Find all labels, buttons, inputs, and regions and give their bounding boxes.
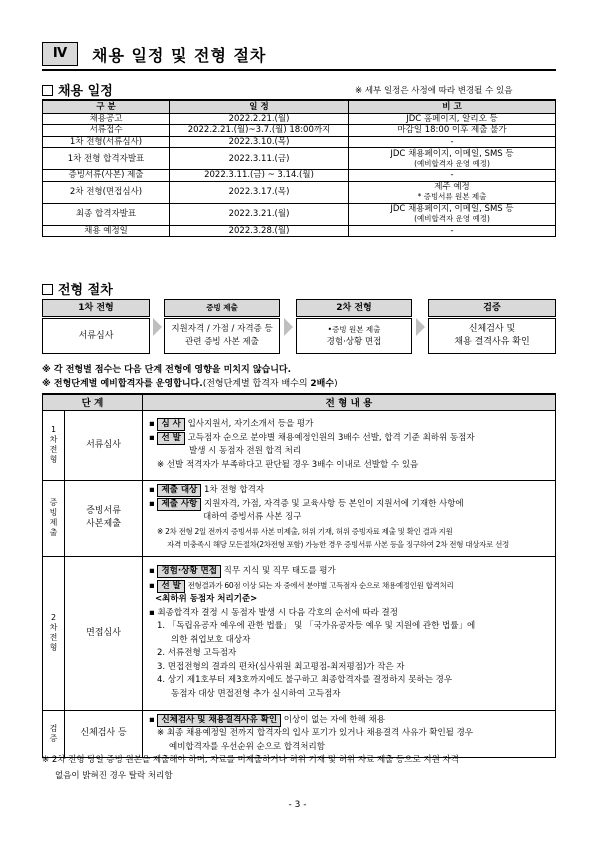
flow-step-3-body [296, 318, 412, 354]
tiebreak-item: 2. 서류전형 고득점자 [157, 648, 237, 658]
content-label: 선 발 [157, 432, 184, 445]
content-item: ▪ 선 발 고득점자 순으로 분야별 채용예정인원의 3배수 선발, 합격 기준 최하위 동점자 [149, 432, 475, 443]
stage-name: 면접심사 [65, 556, 143, 710]
tiebreak-item: 3. 면접전형의 결과의 편차(심사위원 최고평점-최저평점)가 작은 자 [157, 661, 405, 672]
stage-name [65, 480, 143, 556]
schedule-cell: 마감일 18:00 이후 제출 불가 [349, 125, 556, 137]
detail-header-stage: 단 계 [43, 394, 143, 410]
flow-step-1-head: 1차 전형 [42, 299, 150, 317]
schedule-cell: 1차 전형(서류심사) [43, 136, 170, 148]
stage-char: 1 [50, 425, 57, 434]
tiebreak-title: <최하위 동점자 처리기준> [155, 594, 258, 604]
table-row [43, 136, 556, 148]
schedule-cell: 2022.2.21.(월)~3.7.(월) 18:00까지 [170, 125, 349, 137]
schedule-cell: 2022.2.21.(월) [170, 113, 349, 125]
schedule-cell: 2022.3.21.(월) [170, 203, 349, 225]
flow-step-text: •증빙 원본 제출 [327, 325, 381, 334]
flow-step-text: 경험·상황 면접 [326, 337, 382, 347]
schedule-cell: - [349, 136, 556, 148]
stage-content [143, 556, 556, 710]
stage-char: 차 [49, 435, 58, 444]
content-label: 신체검사 및 채용결격사유 확인 [157, 714, 281, 727]
footnote-line: ※ 2차 전형 당일 증빙 원본을 제출해야 하며, 자료를 미제출하거나 허위 기재 및 허위 자료 제출 등으로 지원 자격 [42, 755, 459, 765]
stage-label [43, 480, 65, 556]
stage-char: 2 [50, 613, 57, 622]
stage-name-line: 사본제출 [86, 519, 121, 529]
flow-step-text: 채용 결격사유 확인 [454, 337, 530, 347]
chapter-title: 채용 일정 및 전형 절차 [92, 46, 267, 65]
warning-1: ※ 각 전형별 점수는 다음 단계 전형에 영향을 미치지 않습니다. [42, 365, 292, 375]
schedule-cell: 채용 예정일 [43, 225, 170, 237]
stage-name: 신체검사 등 [65, 710, 143, 758]
table-row [43, 556, 556, 710]
schedule-cell: 2022.3.11.(금) ~ 3.14.(월) [170, 170, 349, 182]
content-text: 고득점자 순으로 분야별 채용예정인원의 3배수 선발, 합격 기준 최하위 동점자 [187, 432, 475, 443]
warning-2-emphasis: 2배수 [310, 379, 335, 389]
content-text-cont: 발생 시 동점자 전원 합격 처리 [189, 446, 302, 456]
content-label: 제출 대상 [157, 484, 201, 497]
content-text: 직무 지식 및 직무 태도를 평가 [223, 566, 336, 576]
table-row [43, 225, 556, 237]
schedule-header-date: 일 정 [170, 100, 349, 113]
detail-header-content: 전 형 내 용 [143, 394, 556, 410]
content-label: 경험·상황 면접 [157, 565, 220, 578]
stage-char: 형 [49, 643, 58, 652]
schedule-cell [349, 148, 556, 170]
flow-step-4-body [428, 318, 556, 354]
schedule-cell: 2차 전형(면접심사) [43, 181, 170, 203]
warning-2-close: ) [334, 379, 338, 389]
content-text: 지원자격, 가점, 자격증 및 교육사항 등 본인이 지원서에 기재한 사항에 [203, 498, 464, 509]
tiebreak-item-cont: 의한 취업보호 대상자 [171, 634, 251, 645]
schedule-cell: 서류접수 [43, 125, 170, 137]
flow-step-1-body [42, 318, 150, 354]
process-title-text: 전형 절차 [58, 283, 113, 298]
table-row [43, 203, 556, 225]
flow-step-text: 서류심사 [78, 330, 114, 341]
table-row [43, 410, 556, 480]
content-label: 심 사 [157, 418, 184, 431]
schedule-section-title [42, 80, 113, 99]
chapter-rule [42, 69, 556, 71]
footnote [42, 752, 556, 784]
warning-2 [42, 376, 338, 389]
content-item: ▪ 신체검사 및 채용결격사유 확인 이상이 없는 자에 한해 채용 [149, 714, 385, 725]
schedule-cell: 채용공고 [43, 113, 170, 125]
warning-2-paren: (전형단계별 합격자 배수의 [202, 379, 311, 389]
chapter-header [42, 42, 556, 66]
tiebreak-item: 4. 상기 제1호부터 제3호까지에도 불구하고 최종합격자를 결정하지 못하는 경우 [157, 675, 453, 685]
stage-char: 증 [49, 733, 58, 743]
schedule-header-category: 구 분 [43, 100, 170, 113]
table-row [43, 181, 556, 203]
flow-step-text: 지원자격 / 가점 / 자격증 등 [171, 324, 273, 334]
content-item: ▪ 제출 사항 지원자격, 가점, 자격증 및 교육사항 등 본인이 지원서에 기재한 사항에 [149, 498, 464, 509]
schedule-remark-sub: (예비합격자 운영 예정) [414, 214, 490, 223]
schedule-cell: 2022.3.17.(목) [170, 181, 349, 203]
table-row [43, 170, 556, 182]
tiebreak-item-cont: 동점자 대상 면접전형 추가 실시하여 고득점자 [171, 688, 341, 699]
chapter-number: Ⅳ [42, 42, 78, 66]
content-note: ※ 선발 적격자가 부족하다고 판단될 경우 3배수 이내로 선발할 수 있음 [157, 459, 419, 470]
schedule-cell [349, 181, 556, 203]
table-row [43, 148, 556, 170]
process-section-title [42, 279, 113, 298]
warning-2-bold: ※ 전형단계별 예비합격자를 운영합니다. [42, 379, 203, 389]
content-item: ▪ 심 사 입사지원서, 자기소개서 등을 평가 [149, 419, 314, 429]
schedule-table [42, 99, 556, 237]
flow-step-text: 관련 증빙 사본 제출 [185, 337, 259, 347]
content-text: 입사지원서, 자기소개서 등을 평가 [187, 419, 314, 429]
schedule-header-remark: 비 고 [349, 100, 556, 113]
table-row [43, 113, 556, 125]
stage-name-line: 증빙서류 [86, 506, 121, 516]
stage-char: 증 [49, 498, 58, 507]
arrow-right-icon [284, 318, 293, 336]
stage-char: 제 [49, 518, 58, 527]
schedule-remark-line: JDC 채용페이지, 이메일, SMS 등 [390, 204, 514, 214]
flow-step-4-head: 검증 [428, 299, 556, 317]
content-item: ▪ 선 발 전형결과가 60점 이상 되는 자 중에서 분야별 고득점자 순으로 채용예정인원 합격처리 [149, 580, 454, 591]
content-note: 자격 미충족시 해당 모든절차(2차전형 포함) 가능한 경우 증빙서류 사본 등을 징구하여 2차 전형 대상자로 선정 [167, 540, 510, 550]
schedule-remark-line: JDC 채용페이지, 이메일, SMS 등 [390, 148, 514, 159]
arrow-right-icon [416, 318, 425, 336]
flow-step-text: 신체검사 및 [468, 324, 516, 334]
flow-step-2-head: 증빙 제출 [164, 299, 280, 317]
content-label: 제출 사항 [157, 498, 201, 511]
table-row [43, 125, 556, 137]
tiebreak-item: 1. 「독립유공자 예우에 관한 법률」 및 「국가유공자등 예우 및 지원에 관한 법률」에 [157, 621, 476, 631]
stage-char: 차 [49, 623, 58, 632]
stage-label [43, 410, 65, 480]
stage-char: 출 [49, 528, 58, 537]
content-label: 선 발 [157, 580, 184, 593]
schedule-remark-sub: (예비합격자 운영 예정) [414, 158, 490, 168]
schedule-note: ※ 세부 일정은 사정에 따라 변경될 수 있음 [355, 86, 513, 96]
schedule-remark-line: 제주 예정 [434, 182, 470, 192]
stage-content [143, 710, 556, 758]
footnote-line: 없음이 밝혀진 경우 탈락 처리함 [55, 771, 173, 781]
schedule-remark-sub: * 증빙서류 원본 제출 [417, 192, 487, 201]
flow-step-3-head: 2차 전형 [296, 299, 412, 317]
schedule-cell: 2022.3.10.(목) [170, 136, 349, 148]
schedule-cell: - [349, 225, 556, 237]
schedule-cell: 최종 합격자발표 [43, 203, 170, 225]
stage-char: 형 [49, 455, 58, 464]
stage-char: 전 [49, 445, 58, 454]
content-text: 이상이 없는 자에 한해 채용 [283, 714, 385, 725]
tiebreak-intro: ▪ 최종합격자 결정 시 동점자 발생 시 다음 각호의 순서에 따라 결정 [149, 607, 398, 618]
schedule-cell: 2022.3.28.(월) [170, 225, 349, 237]
checkbox-square-icon [42, 85, 53, 96]
arrow-right-icon [153, 318, 162, 336]
stage-content [143, 410, 556, 480]
content-text: 1차 전형 합격자 [203, 485, 265, 496]
flow-step-2-body [164, 318, 280, 354]
content-text-cont: 대하여 증빙서류 사본 징구 [203, 512, 302, 523]
content-note: ※ 최종 채용예정일 전까지 합격자의 입사 포기가 있거나 채용결격 사유가 확인될 경우 [157, 728, 474, 738]
content-item: ▪ 제출 대상 1차 전형 합격자 [149, 485, 265, 496]
schedule-title-text: 채용 일정 [58, 84, 113, 99]
stage-char: 검 [49, 723, 58, 733]
stage-char: 전 [49, 633, 58, 642]
stage-label [43, 556, 65, 710]
schedule-cell: 2022.3.11.(금) [170, 148, 349, 170]
schedule-cell: 증빙서류(사본) 제출 [43, 170, 170, 182]
content-text: 전형결과가 60점 이상 되는 자 중에서 분야별 고득점자 순으로 채용예정인원 합격처리 [187, 580, 454, 590]
stage-content [143, 480, 556, 556]
checkbox-square-icon [42, 284, 53, 295]
stage-label [43, 710, 65, 758]
stage-char: 빙 [49, 508, 58, 517]
process-detail-table [42, 393, 556, 758]
page-number: - 3 - [288, 800, 307, 810]
schedule-cell: 1차 전형 합격자발표 [43, 148, 170, 170]
stage-name: 서류심사 [65, 410, 143, 480]
schedule-cell [349, 203, 556, 225]
schedule-cell: JDC 홈페이지, 알리오 등 [349, 113, 556, 125]
table-row [43, 480, 556, 556]
content-item: ▪ 경험·상황 면접 직무 지식 및 직무 태도를 평가 [149, 566, 336, 576]
schedule-cell: - [349, 170, 556, 182]
table-row [43, 710, 556, 758]
content-note: ※ 2차 전형 2일 전까지 증빙서류 사본 미제출, 허위 기재, 허위 증빙자료 제출 및 확인 결과 지원 [157, 526, 453, 536]
content-note: 예비합격자를 우선순위 순으로 합격처리함 [169, 741, 325, 752]
